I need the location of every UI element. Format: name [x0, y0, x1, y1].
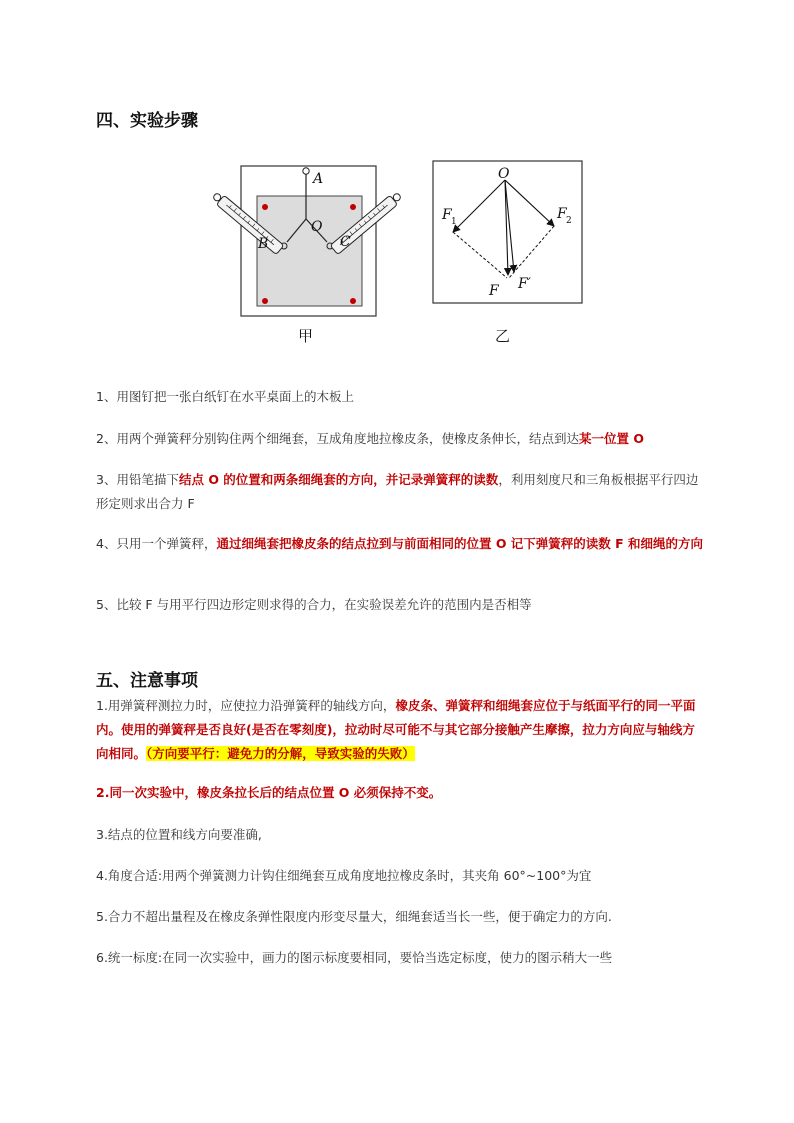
step-1: 1、用图钉把一张白纸钉在水平桌面上的木板上 [96, 389, 354, 404]
note-4: 4.角度合适:用两个弹簧测力计钩住细绳套互成角度地拉橡皮条时，其夹角 60°~100°为宜 [96, 868, 592, 883]
label-F2-sub: 2 [566, 216, 572, 226]
note-2: 2.同一次实验中，橡皮条拉长后的结点位置 O 必须保持不变。 [96, 785, 442, 800]
label-C: C [340, 234, 351, 250]
figure-yi [432, 160, 584, 306]
note-5: 5.合力不超出量程及在橡皮条弹性限度内形变尽量大，细绳套适当长一些，便于确定力的方向. [96, 909, 612, 924]
step-5: 5、比较 F 与用平行四边形定则求得的合力，在实验误差允许的范围内是否相等 [96, 597, 532, 612]
label-B: B [258, 236, 269, 252]
label-F-prime: F′ [518, 276, 531, 292]
label-F2: F [557, 206, 567, 222]
note-1-highlight: （方向要平行：避免力的分解，导致实验的失败） [146, 746, 415, 761]
figure-jia-caption: 甲 [298, 327, 314, 345]
label-O: O [311, 219, 323, 235]
label-F: F [489, 283, 499, 299]
figure-yi-caption: 乙 [495, 327, 511, 345]
label-F1-sub: 1 [451, 217, 457, 227]
section-5-title: 五、注意事项 [96, 671, 198, 691]
step-3: 3、用铅笔描下结点 O 的位置和两条细绳套的方向，并记录弹簧秤的读数，利用刻度尺和三角板根据平行四边形定则求出合力 F [96, 472, 699, 511]
section-4-title: 四、实验步骤 [96, 111, 198, 131]
note-6: 6.统一标度:在同一次实验中，画力的图示标度要相同，要恰当选定标度，使力的图示稍大一些 [96, 950, 613, 965]
note-1: 1.用弹簧秤测拉力时，应使拉力沿弹簧秤的轴线方向，橡皮条、弹簧秤和细绳套应位于与纸面平行的同一平面内。使用的弹簧秤是否良好(是否在零刻度)，拉动时尽可能不与其它部分接触产生摩擦，拉力方向应与轴线方向相同。（方向要平行：避免力的分解，导致实验的失败） [96, 698, 696, 761]
label-F1: F [442, 207, 452, 223]
step-4: 4、只用一个弹簧秤，通过细绳套把橡皮条的结点拉到与前面相同的位置 O 记下弹簧秤的读数 F 和细绳的方向 [96, 536, 704, 551]
figure-jia [205, 162, 410, 322]
note-3: 3.结点的位置和线方向要准确, [96, 827, 262, 842]
label-O: O [498, 166, 510, 182]
step-2: 2、用两个弹簧秤分别钩住两个细绳套，互成角度地拉橡皮条，使橡皮条伸长，结点到达某一位置 O [96, 431, 644, 446]
label-A: A [313, 171, 324, 187]
